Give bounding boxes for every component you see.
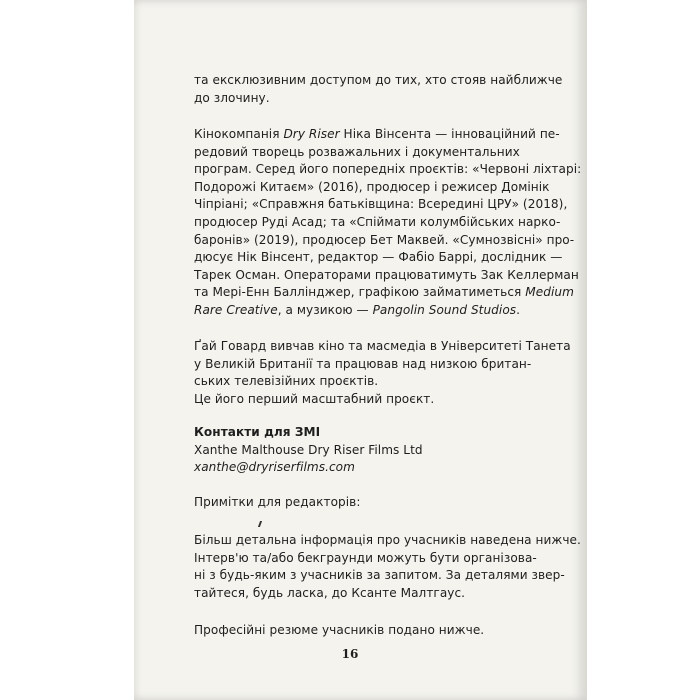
paragraph-continuation [194, 72, 563, 107]
text-line: тайтеся, будь ласка, до Ксанте Малтгаус. [194, 585, 466, 600]
studio-name: Pangolin Sound Studios [372, 302, 517, 317]
text-line: ських телевізійних проєктів. [194, 374, 379, 389]
contact-name: Xanthe Malthouse Dry Riser Films Ltd [194, 442, 423, 457]
page-number: 16 [341, 647, 359, 661]
company-name: Dry Riser [283, 127, 340, 141]
editor-notes-body [194, 532, 581, 602]
text-line: Подорожі Китаєм» (2016), продюсер і режисер Домінік [194, 179, 550, 194]
closing-line [194, 622, 530, 640]
text-line: дюсує Нік Вінсент, редактор — Фабіо Баррі, дослідник — [194, 250, 563, 265]
text-line: Більш детальна інформація про учасників наведена нижче. [194, 533, 581, 547]
paragraph-author [194, 338, 571, 408]
paragraph-company [194, 126, 582, 320]
text-span: Ніка Вінсента — інноваційний пе- [339, 127, 560, 141]
text-line: Це його перший масштабний проєкт. [194, 391, 435, 406]
text-line: ні з будь-яким з учасників за запитом. За деталями звер- [194, 568, 565, 583]
notes-heading: Примітки для редакторів: [194, 495, 361, 509]
text-line: редовий творець розважальних і документальних [194, 144, 520, 159]
editor-notes [194, 494, 530, 512]
text-line [194, 284, 574, 302]
text-line: у Великій Британії та працював над низкою британ- [194, 356, 532, 371]
text-line: Тарек Осман. Операторами працюватимуть Зак Келлерман [194, 267, 579, 282]
text-line: та ексклюзивним доступом до тих, хто стояв найближче [194, 73, 563, 87]
text-line: до злочину. [194, 90, 270, 105]
text-line [194, 302, 530, 320]
text-line: програм. Серед його попередніх проєктів: «Червоні ліхтарі: [194, 162, 582, 177]
text-line: продюсер Руді Асад; та «Спіймати колумбійських нарко- [194, 214, 561, 229]
text-line: Професійні резюме учасників подано нижче. [194, 623, 485, 637]
text-line: Інтерв'ю та/або бекграунди можуть бути організова- [194, 550, 537, 565]
text-span: , а музикою — [277, 302, 373, 317]
text-span: Кінокомпанія [194, 127, 284, 141]
text-span: . [516, 302, 521, 317]
text-line: Ґай Говард вивчав кіно та масмедіа в Університеті Танета [194, 339, 571, 353]
text-line: Чіпріані; «Справжня батьківщина: Всередині ЦРУ» (2018), [194, 197, 568, 212]
text-line [194, 126, 560, 144]
media-contacts [194, 424, 530, 477]
contact-email: xanthe@dryriserfilms.com [194, 460, 355, 475]
text-span: та Мері-Енн Баллінджер, графікою займатиметься [194, 285, 526, 300]
text-line: баронів» (2019), продюсер Бет Маквей. «Сумнозвісні» про- [194, 232, 575, 247]
studio-name: Rare Creative [194, 302, 278, 317]
contacts-heading: Контакти для ЗМІ [194, 425, 321, 439]
studio-name: Medium [525, 285, 574, 300]
